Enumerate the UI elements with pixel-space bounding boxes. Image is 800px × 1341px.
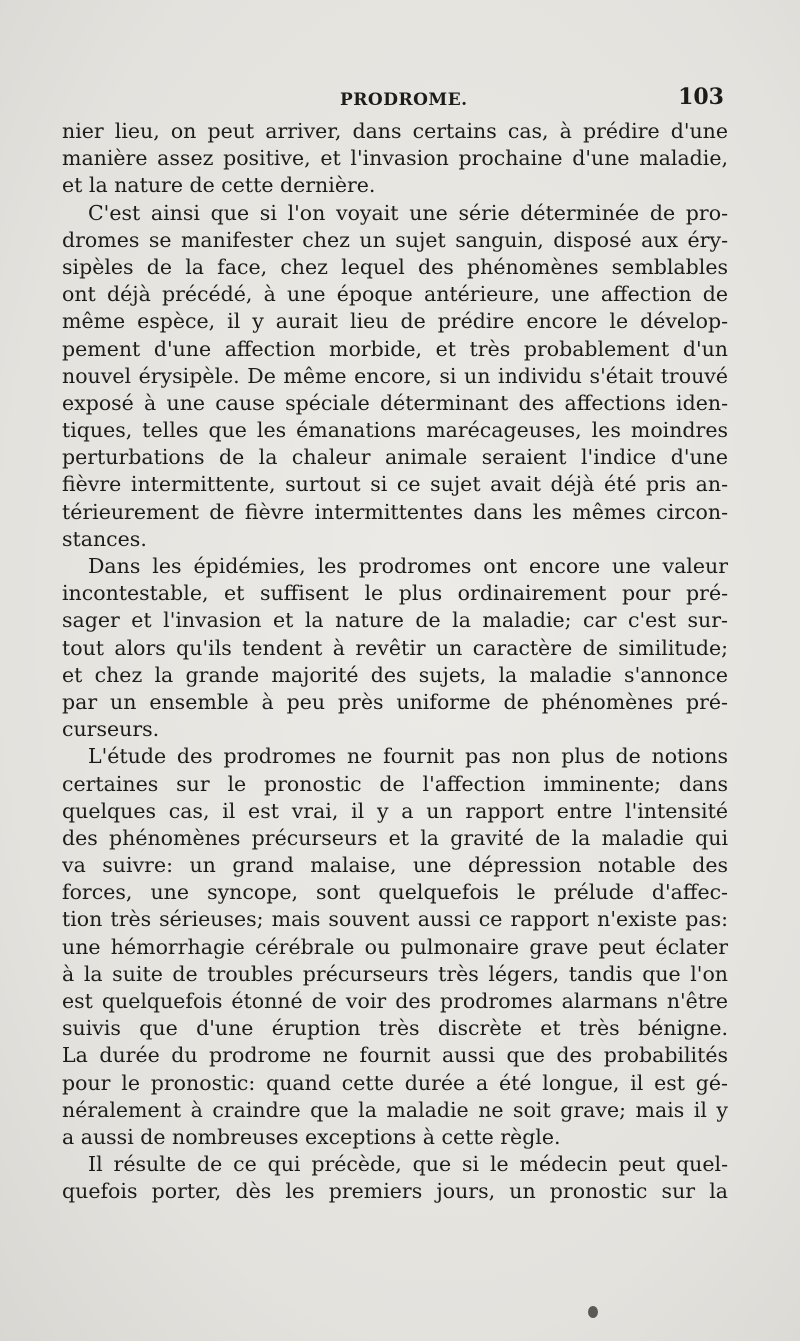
text-line: et la nature de cette dernière. [62, 173, 376, 198]
text-line: térieurement de fièvre intermittentes dans les mêmes circon- [62, 499, 728, 524]
text-line: sager et l'invasion et la nature de la maladie; car c'est sur- [62, 608, 728, 633]
ink-smudge [588, 1306, 598, 1318]
text-line: est quelquefois étonné de voir des prodromes alarmans n'être [62, 989, 728, 1013]
running-title: PRODROME. [340, 90, 468, 110]
text-line: et chez la grande majorité des sujets, la maladie s'annonce [62, 662, 728, 687]
text-line: des phénomènes précurseurs et la gravité de la maladie qui [62, 825, 728, 850]
text-line: certaines sur le pronostic de l'affection imminente; dans [62, 771, 728, 796]
text-line: La durée du prodrome ne fournit aussi que des probabilités [62, 1043, 728, 1068]
text-line: va suivre: un grand malaise, une dépression notable des [62, 853, 728, 878]
text-line: pement d'une affection morbide, et très probablement d'un [62, 336, 728, 361]
page-header [62, 84, 726, 114]
page-number: 103 [678, 84, 724, 110]
text-line: curseurs. [62, 717, 160, 742]
text-line: nouvel érysipèle. De même encore, si un individu s'était trouvé [62, 363, 728, 388]
text-line: par un ensemble à peu près uniforme de phénomènes pré- [62, 689, 728, 714]
text-line: pour le pronostic: quand cette durée a été longue, il est gé- [62, 1070, 728, 1095]
text-line: dromes se manifester chez un sujet sanguin, disposé aux éry- [62, 227, 728, 252]
text-line: forces, une syncope, sont quelquefois le prélude d'affec- [62, 880, 728, 905]
text-line: stances. [62, 526, 147, 551]
text-line: quelques cas, il est vrai, il y a un rapport entre l'intensité [62, 798, 728, 823]
text-line: a aussi de nombreuses exceptions à cette règle. [62, 1124, 561, 1149]
text-line: Dans les épidémies, les prodromes ont encore une valeur [88, 554, 728, 578]
text-line: tion très sérieuses; mais souvent aussi ce rapport n'existe pas: [62, 907, 728, 932]
text-line: manière assez positive, et l'invasion prochaine d'une maladie, [62, 146, 728, 171]
text-line: fièvre intermittente, surtout si ce sujet avait déjà été pris an- [62, 472, 728, 497]
text-line: exposé à une cause spéciale déterminant des affections iden- [62, 390, 728, 415]
text-line: même espèce, il y aurait lieu de prédire encore le dévelop- [62, 309, 728, 334]
text-line: perturbations de la chaleur animale seraient l'indice d'une [62, 445, 728, 470]
text-line: tiques, telles que les émanations marécageuses, les moindres [62, 418, 728, 443]
text-line: une hémorrhagie cérébrale ou pulmonaire grave peut éclater [62, 934, 728, 959]
text-line: tout alors qu'ils tendent à revêtir un caractère de similitude; [62, 635, 728, 660]
text-line: Il résulte de ce qui précède, que si le médecin peut quel- [88, 1152, 728, 1177]
text-line: sipèles de la face, chez lequel des phénomènes semblables [62, 254, 728, 279]
text-line: C'est ainsi que si l'on voyait une série déterminée de pro- [88, 200, 728, 225]
text-line: L'étude des prodromes ne fournit pas non plus de notions [88, 744, 728, 769]
text-line: suivis que d'une éruption très discrète et très bénigne. [62, 1016, 728, 1041]
text-line: nier lieu, on peut arriver, dans certains cas, à prédire d'une [62, 119, 728, 143]
text-line: incontestable, et suffisent le plus ordinairement pour pré- [62, 581, 728, 606]
text-line: quefois porter, dès les premiers jours, un pronostic sur la [62, 1179, 728, 1204]
text-line: à la suite de troubles précurseurs très légers, tandis que l'on [62, 961, 728, 986]
text-line: ont déjà précédé, à une époque antérieure, une affection de [62, 282, 728, 307]
text-line: néralement à craindre que la maladie ne soit grave; mais il y [62, 1097, 728, 1122]
body-text [62, 118, 728, 1206]
